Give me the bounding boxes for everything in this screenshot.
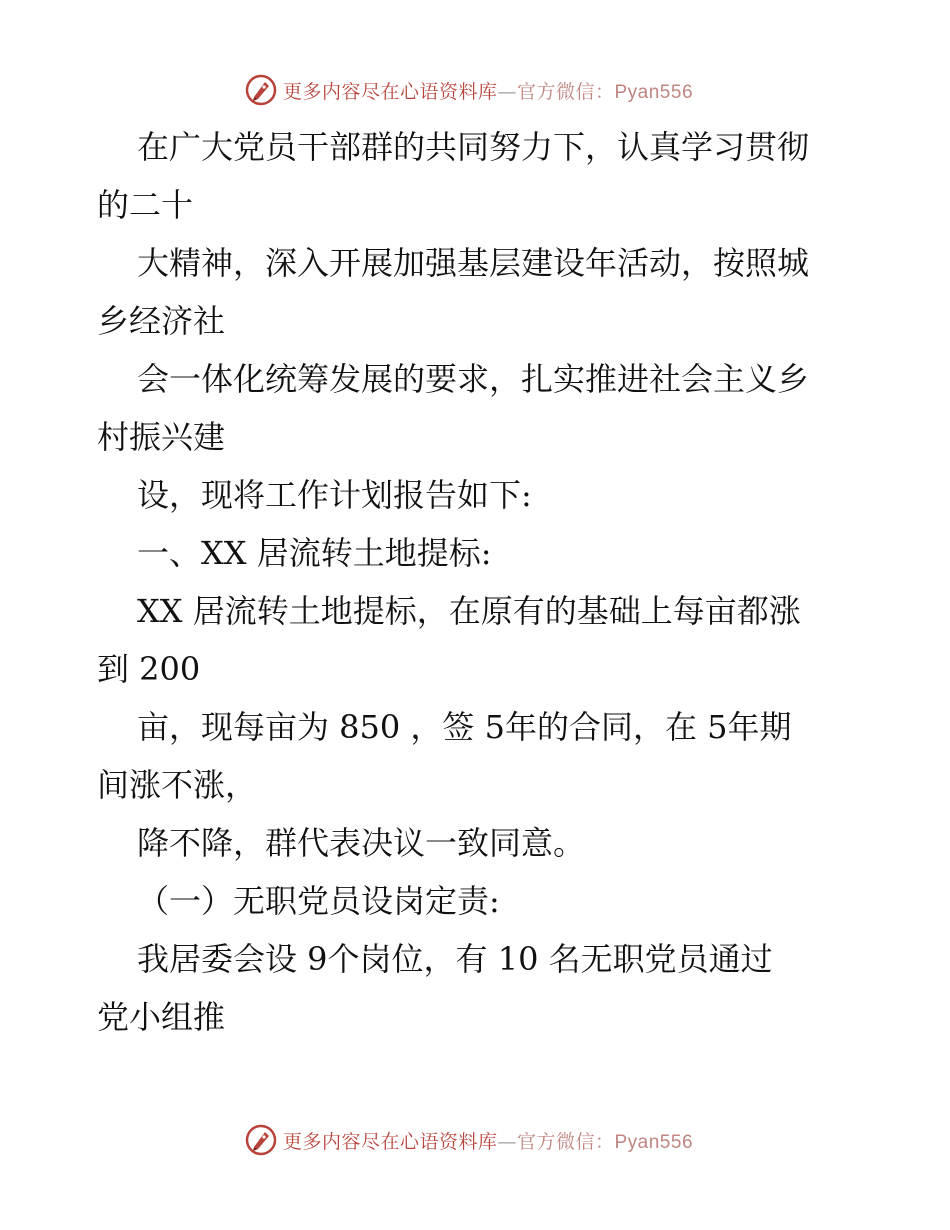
footer-banner-wechat: 官方微信： — [516, 1130, 615, 1153]
footer-banner — [0, 1120, 950, 1160]
header-banner-content — [245, 74, 693, 106]
text-line-16: 党小组推 — [97, 998, 226, 1036]
pen-nib-icon — [245, 74, 277, 106]
text-line-6: 村振兴建 — [97, 418, 226, 456]
header-banner-main: 更多内容尽在心语资料库 — [282, 80, 498, 103]
footer-banner-text — [283, 1127, 693, 1154]
text-line-1: 在广大党员干部群的共同努力下，认真学习贯彻 — [137, 128, 810, 166]
text-line-13: 降不降，群代表决议一致同意。 — [137, 824, 586, 862]
text-line-12: 间涨不涨， — [97, 766, 258, 804]
header-banner — [0, 70, 950, 110]
text-line-2: 的二十 — [97, 186, 194, 224]
footer-banner-id: Pyan556 — [614, 1131, 694, 1153]
section-heading-1: 一、XX 居流转土地提标: — [137, 534, 492, 572]
document-body — [97, 118, 857, 1046]
footer-banner-dash: — — [497, 1130, 517, 1153]
section-heading-2: （一）无职党员设岗定责: — [137, 882, 500, 920]
header-banner-dash: — — [497, 80, 517, 103]
text-line-7: 设，现将工作计划报告如下: — [137, 476, 532, 514]
header-banner-id: Pyan556 — [614, 81, 694, 103]
text-line-3: 大精神，深入开展加强基层建设年活动，按照城 — [137, 244, 810, 282]
text-line-5: 会一体化统筹发展的要求，扎实推进社会主义乡 — [137, 360, 810, 398]
footer-banner-main: 更多内容尽在心语资料库 — [282, 1130, 498, 1153]
header-banner-text — [283, 77, 693, 104]
header-banner-wechat: 官方微信： — [516, 80, 615, 103]
text-line-15: 我居委会设 9个岗位，有 10 名无职党员通过 — [137, 940, 773, 978]
text-line-11: 亩，现每亩为 850 ，签 5年的合同，在 5年期 — [137, 708, 792, 746]
text-line-4: 乡经济社 — [97, 302, 226, 340]
text-line-10: 到 200 — [97, 650, 201, 688]
footer-banner-content — [245, 1124, 693, 1156]
pen-nib-icon — [245, 1124, 277, 1156]
text-line-9: XX 居流转土地提标，在原有的基础上每亩都涨 — [137, 592, 801, 630]
